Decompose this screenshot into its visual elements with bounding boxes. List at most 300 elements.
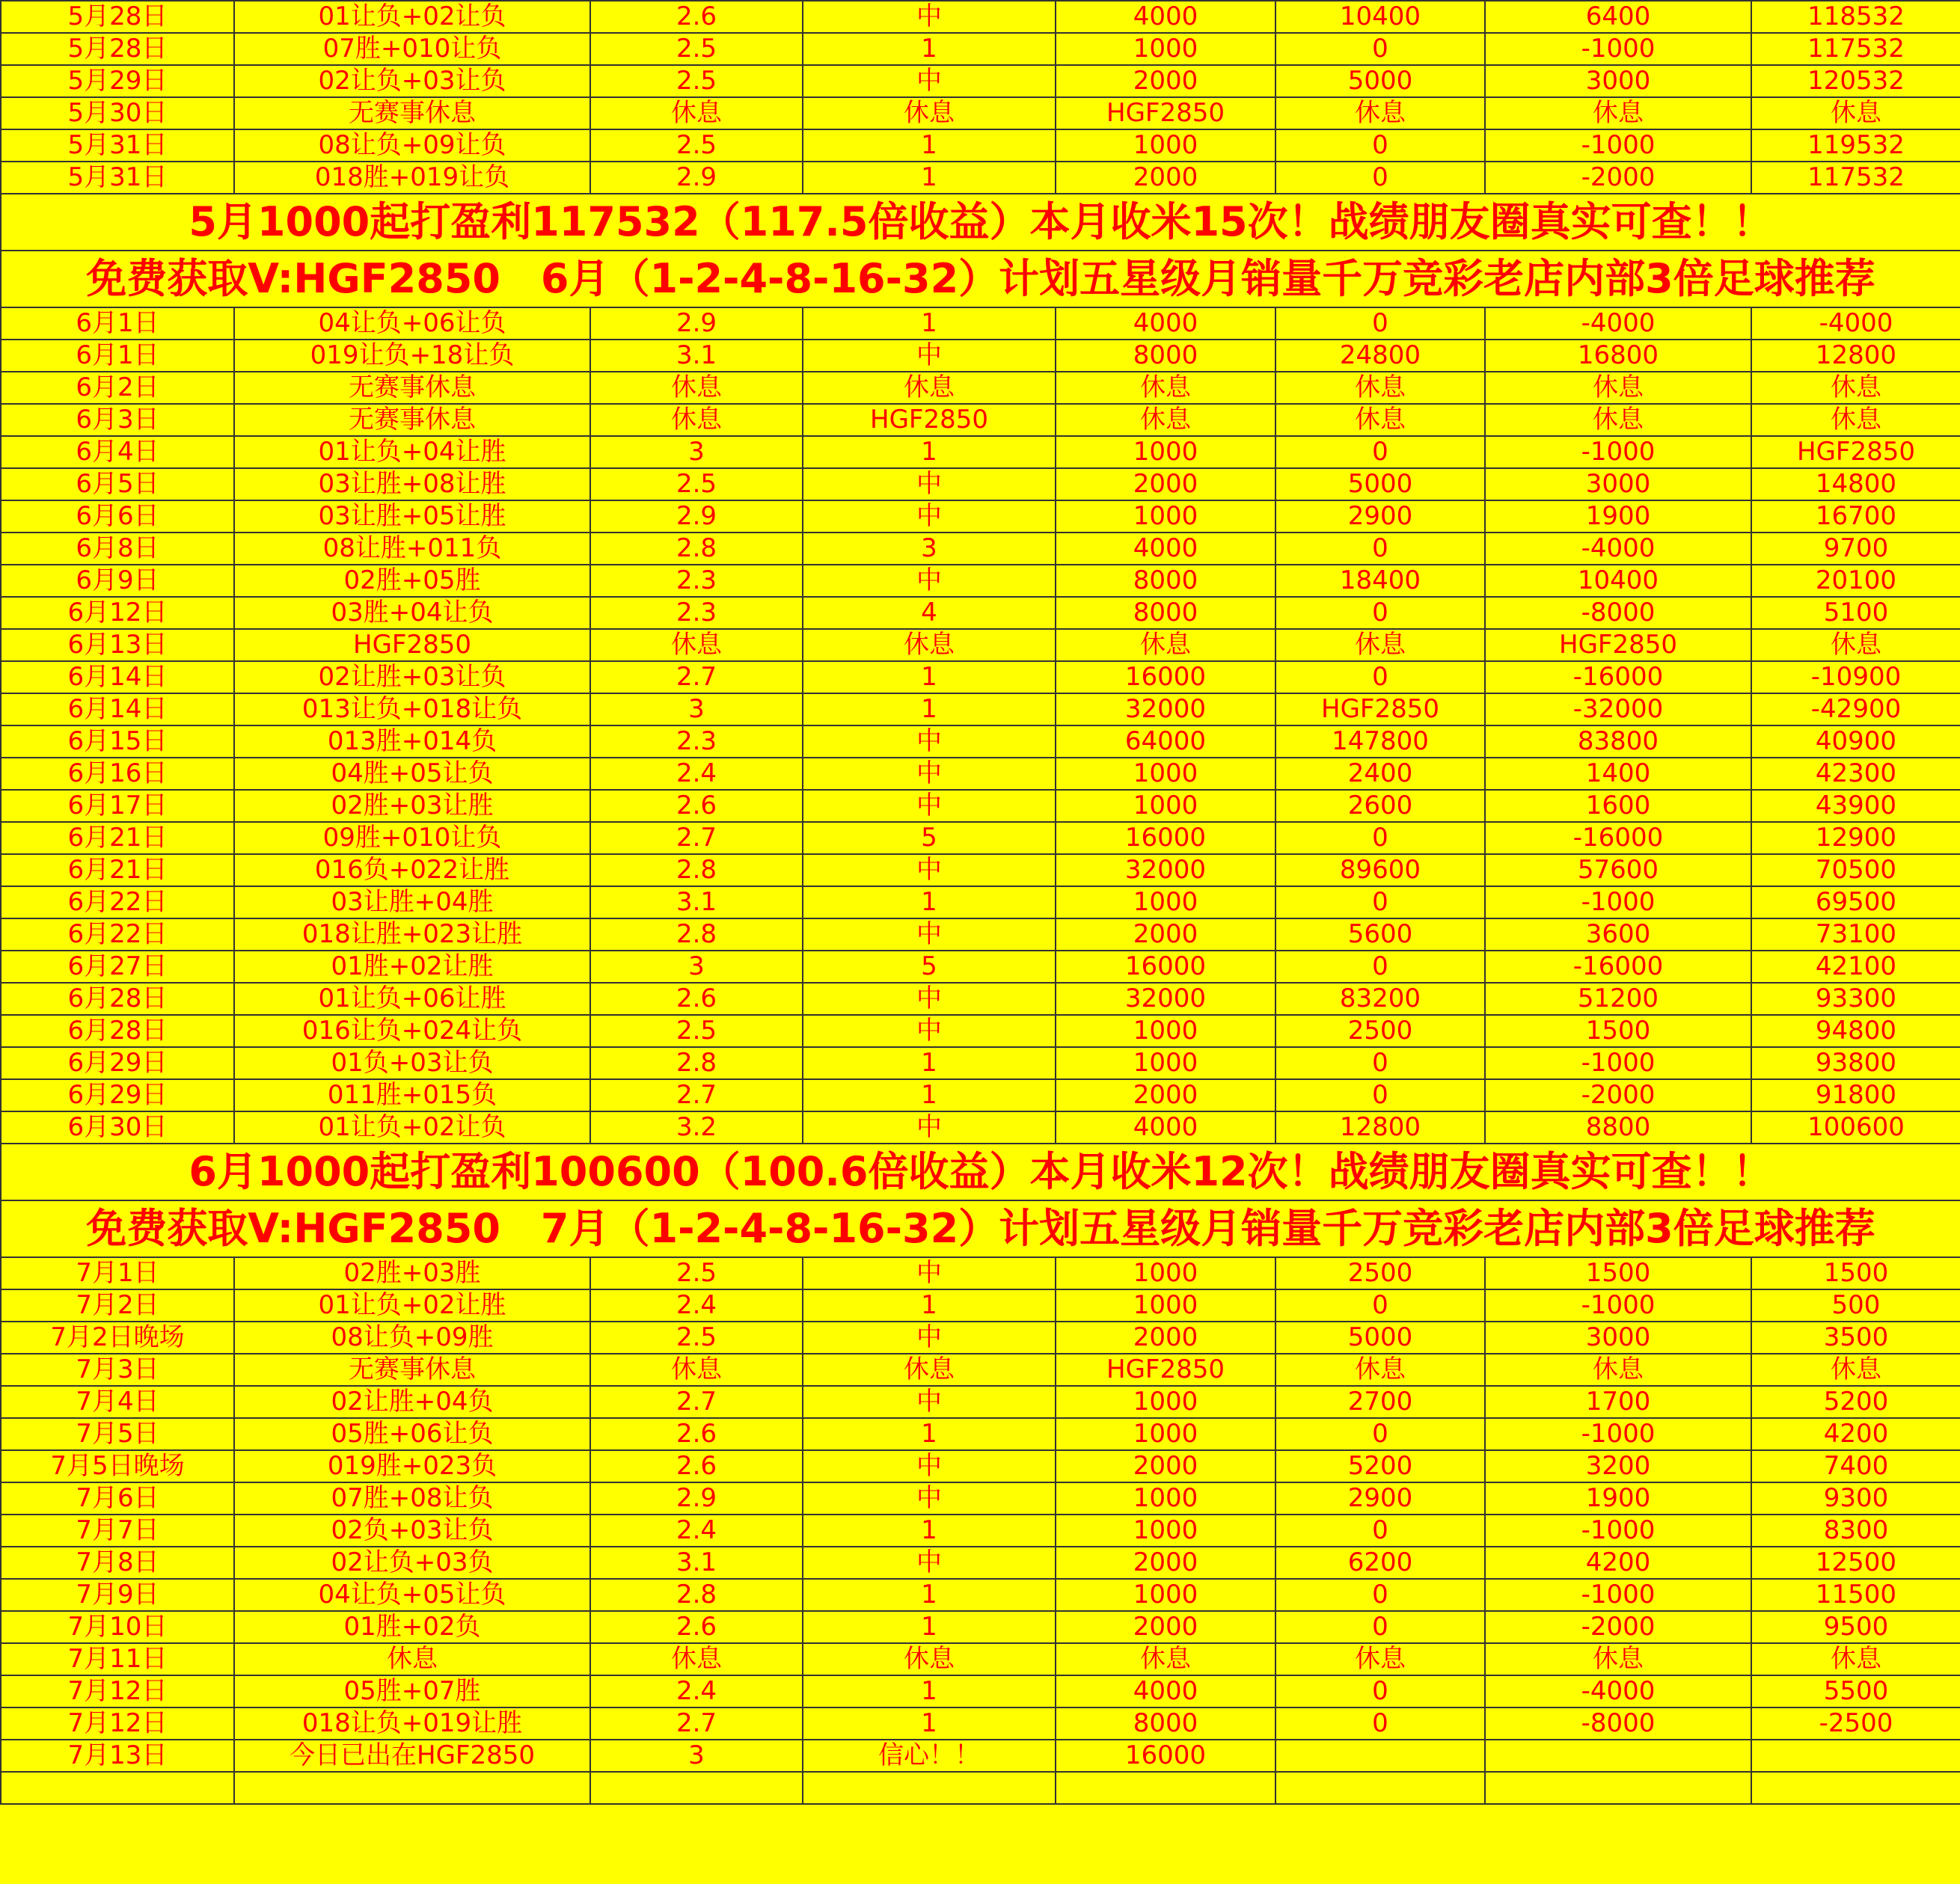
- table-row: [1, 1257, 1960, 1289]
- cell-balance: 40900: [1751, 725, 1960, 758]
- cell-result: 中: [803, 340, 1056, 372]
- cell-profit: -1000: [1485, 1289, 1751, 1322]
- cell-odds: 3: [590, 951, 803, 983]
- cell-result: 1: [803, 436, 1056, 468]
- cell-stake: 32000: [1056, 983, 1275, 1015]
- cell-result: 休息: [803, 629, 1056, 661]
- table-row: [1, 1418, 1960, 1450]
- table-row: [1, 468, 1960, 500]
- cell-profit: -1000: [1485, 1579, 1751, 1611]
- cell-balance: 4200: [1751, 1418, 1960, 1450]
- cell-profit: -2000: [1485, 162, 1751, 194]
- cell-date: 6月16日: [1, 758, 234, 790]
- table-row: [1, 565, 1960, 597]
- cell-picks: 休息: [234, 1643, 590, 1675]
- cell-result: 1: [803, 1079, 1056, 1111]
- cell-balance: 12500: [1751, 1547, 1960, 1579]
- cell-return: 0: [1275, 886, 1485, 918]
- cell-odds: 休息: [590, 372, 803, 404]
- cell-stake: 1000: [1056, 758, 1275, 790]
- cell-balance: 9300: [1751, 1482, 1960, 1515]
- cell-profit: 休息: [1485, 1354, 1751, 1386]
- cell-profit: 16800: [1485, 340, 1751, 372]
- cell-profit: -1000: [1485, 436, 1751, 468]
- cell-balance: 8300: [1751, 1515, 1960, 1547]
- cell-result: 休息: [803, 97, 1056, 129]
- cell-odds: 3.2: [590, 1111, 803, 1144]
- cell-balance: 3500: [1751, 1322, 1960, 1354]
- cell-stake: 1000: [1056, 1015, 1275, 1047]
- cell-balance: 休息: [1751, 97, 1960, 129]
- cell-date: 6月21日: [1, 822, 234, 854]
- cell-balance: -42900: [1751, 693, 1960, 725]
- cell-odds: 2.8: [590, 1579, 803, 1611]
- empty-cell: [590, 1772, 803, 1804]
- cell-odds: 2.6: [590, 1418, 803, 1450]
- cell-profit: 1500: [1485, 1015, 1751, 1047]
- cell-date: 5月30日: [1, 97, 234, 129]
- cell-date: 6月22日: [1, 886, 234, 918]
- cell-stake: 2000: [1056, 918, 1275, 951]
- cell-result: 中: [803, 983, 1056, 1015]
- cell-odds: 2.5: [590, 1322, 803, 1354]
- cell-return: 2500: [1275, 1015, 1485, 1047]
- cell-odds: 2.5: [590, 468, 803, 500]
- cell-picks: 04让负+05让负: [234, 1579, 590, 1611]
- cell-balance: 14800: [1751, 468, 1960, 500]
- cell-result: 中: [803, 1386, 1056, 1418]
- cell-result: 中: [803, 1, 1056, 33]
- cell-stake: 1000: [1056, 33, 1275, 65]
- cell-result: 1: [803, 1579, 1056, 1611]
- cell-date: 6月28日: [1, 983, 234, 1015]
- cell-odds: 2.8: [590, 1047, 803, 1079]
- cell-picks: 01让负+02让负: [234, 1111, 590, 1144]
- cell-picks: 019胜+023负: [234, 1450, 590, 1482]
- cell-balance: 43900: [1751, 790, 1960, 822]
- cell-result: 1: [803, 693, 1056, 725]
- table-row: [1, 1547, 1960, 1579]
- cell-stake: 2000: [1056, 162, 1275, 194]
- cell-stake: 8000: [1056, 1707, 1275, 1740]
- cell-result: 中: [803, 918, 1056, 951]
- cell-picks: 07胜+08让负: [234, 1482, 590, 1515]
- cell-profit: 休息: [1485, 404, 1751, 436]
- cell-stake: 2000: [1056, 65, 1275, 97]
- table-row: [1, 33, 1960, 65]
- cell-result: 5: [803, 951, 1056, 983]
- cell-date: 5月28日: [1, 33, 234, 65]
- cell-stake: 32000: [1056, 854, 1275, 886]
- cell-result: 1: [803, 1289, 1056, 1322]
- cell-balance: 120532: [1751, 65, 1960, 97]
- cell-date: 6月5日: [1, 468, 234, 500]
- cell-balance: 12900: [1751, 822, 1960, 854]
- cell-stake: HGF2850: [1056, 1354, 1275, 1386]
- cell-stake: 1000: [1056, 129, 1275, 162]
- cell-balance: 休息: [1751, 404, 1960, 436]
- cell-picks: 018胜+019让负: [234, 162, 590, 194]
- cell-date: 5月31日: [1, 129, 234, 162]
- cell-odds: 休息: [590, 1643, 803, 1675]
- cell-date: 7月9日: [1, 1579, 234, 1611]
- cell-picks: 02胜+05胜: [234, 565, 590, 597]
- cell-stake: 64000: [1056, 725, 1275, 758]
- table-row: [1, 129, 1960, 162]
- cell-result: 1: [803, 1515, 1056, 1547]
- cell-return: 2900: [1275, 500, 1485, 533]
- cell-odds: 2.7: [590, 822, 803, 854]
- cell-result: 中: [803, 565, 1056, 597]
- cell-return: 休息: [1275, 372, 1485, 404]
- cell-picks: 08让负+09胜: [234, 1322, 590, 1354]
- cell-balance: 11500: [1751, 1579, 1960, 1611]
- cell-balance: 42300: [1751, 758, 1960, 790]
- cell-profit: 1900: [1485, 500, 1751, 533]
- cell-picks: 011胜+015负: [234, 1079, 590, 1111]
- cell-return: 0: [1275, 1707, 1485, 1740]
- cell-date: 6月17日: [1, 790, 234, 822]
- cell-balance: -4000: [1751, 307, 1960, 340]
- cell-date: 6月29日: [1, 1079, 234, 1111]
- cell-return: 12800: [1275, 1111, 1485, 1144]
- cell-return: 0: [1275, 162, 1485, 194]
- cell-profit: 8800: [1485, 1111, 1751, 1144]
- cell-picks: 03让胜+05让胜: [234, 500, 590, 533]
- cell-stake: 8000: [1056, 340, 1275, 372]
- cell-balance: -10900: [1751, 661, 1960, 693]
- cell-stake: 4000: [1056, 1111, 1275, 1144]
- cell-date: 7月12日: [1, 1675, 234, 1707]
- cell-stake: 2000: [1056, 1322, 1275, 1354]
- table-row: [1, 693, 1960, 725]
- cell-stake: 2000: [1056, 1450, 1275, 1482]
- cell-stake: 2000: [1056, 1611, 1275, 1643]
- table-row: [1, 1354, 1960, 1386]
- cell-return: HGF2850: [1275, 693, 1485, 725]
- cell-date: 7月2日: [1, 1289, 234, 1322]
- cell-stake: 1000: [1056, 500, 1275, 533]
- cell-picks: 018让负+019让胜: [234, 1707, 590, 1740]
- cell-date: 7月7日: [1, 1515, 234, 1547]
- table-row: [1, 65, 1960, 97]
- empty-row: [1, 1772, 1960, 1804]
- cell-odds: 2.5: [590, 1257, 803, 1289]
- cell-result: 中: [803, 854, 1056, 886]
- table-row: [1, 1386, 1960, 1418]
- table-row: [1, 436, 1960, 468]
- cell-return: 0: [1275, 951, 1485, 983]
- table-row: [1, 725, 1960, 758]
- table-row: [1, 1079, 1960, 1111]
- cell-odds: 休息: [590, 97, 803, 129]
- table-row: [1, 1047, 1960, 1079]
- cell-return: 休息: [1275, 97, 1485, 129]
- cell-result: 中: [803, 468, 1056, 500]
- cell-date: 6月14日: [1, 661, 234, 693]
- cell-profit: -1000: [1485, 33, 1751, 65]
- cell-profit: -4000: [1485, 307, 1751, 340]
- cell-date: 7月4日: [1, 1386, 234, 1418]
- cell-profit: -16000: [1485, 661, 1751, 693]
- cell-return: 0: [1275, 1047, 1485, 1079]
- cell-return: 0: [1275, 1579, 1485, 1611]
- table-row: [1, 1643, 1960, 1675]
- table-row: [1, 1450, 1960, 1482]
- cell-odds: 2.6: [590, 1, 803, 33]
- cell-odds: 2.6: [590, 1450, 803, 1482]
- cell-return: 休息: [1275, 1354, 1485, 1386]
- table-row: [1, 758, 1960, 790]
- cell-result: 中: [803, 500, 1056, 533]
- cell-picks: 03胜+04让负: [234, 597, 590, 629]
- cell-return: 6200: [1275, 1547, 1485, 1579]
- cell-balance: HGF2850: [1751, 436, 1960, 468]
- cell-stake: 休息: [1056, 372, 1275, 404]
- cell-date: 6月3日: [1, 404, 234, 436]
- june-plan-banner-text: 免费获取V:HGF2850 6月（1-2-4-8-16-32）计划五星级月销量千万竞彩老店内部3倍足球推荐: [1, 251, 1960, 307]
- table-row: [1, 1675, 1960, 1707]
- cell-date: 7月13日: [1, 1740, 234, 1772]
- cell-stake: 1000: [1056, 1515, 1275, 1547]
- cell-balance: 93300: [1751, 983, 1960, 1015]
- table-row: [1, 404, 1960, 436]
- may-summary-banner: [1, 194, 1960, 251]
- cell-picks: 02让负+03负: [234, 1547, 590, 1579]
- empty-cell: [1056, 1772, 1275, 1804]
- cell-odds: 3: [590, 436, 803, 468]
- cell-date: 7月11日: [1, 1643, 234, 1675]
- table-row: [1, 822, 1960, 854]
- cell-odds: 2.4: [590, 1675, 803, 1707]
- cell-result: 中: [803, 65, 1056, 97]
- cell-odds: 2.3: [590, 597, 803, 629]
- cell-date: 6月1日: [1, 307, 234, 340]
- cell-result: 信心！！: [803, 1740, 1056, 1772]
- table-row: [1, 500, 1960, 533]
- cell-result: 中: [803, 1111, 1056, 1144]
- cell-result: 1: [803, 1707, 1056, 1740]
- cell-stake: 16000: [1056, 822, 1275, 854]
- table-row: [1, 951, 1960, 983]
- cell-return: 0: [1275, 1675, 1485, 1707]
- table-row: [1, 597, 1960, 629]
- cell-profit: -1000: [1485, 129, 1751, 162]
- cell-odds: 2.8: [590, 533, 803, 565]
- cell-balance: 100600: [1751, 1111, 1960, 1144]
- cell-return: 0: [1275, 307, 1485, 340]
- cell-profit: 3000: [1485, 468, 1751, 500]
- cell-return: [1275, 1740, 1485, 1772]
- cell-picks: 无赛事休息: [234, 372, 590, 404]
- cell-profit: 6400: [1485, 1, 1751, 33]
- cell-result: 休息: [803, 372, 1056, 404]
- cell-stake: 1000: [1056, 1257, 1275, 1289]
- cell-odds: 2.3: [590, 725, 803, 758]
- cell-odds: 2.5: [590, 1015, 803, 1047]
- cell-picks: 01让负+02让负: [234, 1, 590, 33]
- cell-picks: 013让负+018让负: [234, 693, 590, 725]
- cell-balance: 117532: [1751, 162, 1960, 194]
- cell-result: 1: [803, 661, 1056, 693]
- cell-picks: 018让胜+023让胜: [234, 918, 590, 951]
- cell-picks: 05胜+07胜: [234, 1675, 590, 1707]
- cell-result: 1: [803, 1675, 1056, 1707]
- cell-balance: -2500: [1751, 1707, 1960, 1740]
- cell-profit: 休息: [1485, 372, 1751, 404]
- cell-picks: 02胜+03让胜: [234, 790, 590, 822]
- cell-picks: 013胜+014负: [234, 725, 590, 758]
- cell-picks: 04让负+06让负: [234, 307, 590, 340]
- cell-date: 6月21日: [1, 854, 234, 886]
- cell-balance: 5100: [1751, 597, 1960, 629]
- table-row: [1, 886, 1960, 918]
- cell-stake: 休息: [1056, 1643, 1275, 1675]
- cell-balance: 118532: [1751, 1, 1960, 33]
- cell-odds: 2.7: [590, 661, 803, 693]
- cell-return: 0: [1275, 33, 1485, 65]
- cell-profit: -1000: [1485, 1047, 1751, 1079]
- cell-date: 7月3日: [1, 1354, 234, 1386]
- cell-date: 6月12日: [1, 597, 234, 629]
- table-row: [1, 97, 1960, 129]
- cell-date: 5月29日: [1, 65, 234, 97]
- cell-balance: 12800: [1751, 340, 1960, 372]
- cell-result: 5: [803, 822, 1056, 854]
- cell-stake: 32000: [1056, 693, 1275, 725]
- cell-profit: -8000: [1485, 1707, 1751, 1740]
- cell-profit: HGF2850: [1485, 629, 1751, 661]
- cell-odds: 3.1: [590, 886, 803, 918]
- cell-picks: 01胜+02让胜: [234, 951, 590, 983]
- cell-stake: 16000: [1056, 951, 1275, 983]
- cell-date: 6月9日: [1, 565, 234, 597]
- cell-result: 1: [803, 129, 1056, 162]
- table-row: [1, 1707, 1960, 1740]
- empty-cell: [1485, 1772, 1751, 1804]
- empty-cell: [1751, 1772, 1960, 1804]
- cell-balance: 16700: [1751, 500, 1960, 533]
- cell-balance: 119532: [1751, 129, 1960, 162]
- cell-return: 0: [1275, 822, 1485, 854]
- cell-return: 5600: [1275, 918, 1485, 951]
- cell-date: 7月10日: [1, 1611, 234, 1643]
- table-row: [1, 1611, 1960, 1643]
- cell-picks: 无赛事休息: [234, 97, 590, 129]
- cell-picks: 无赛事休息: [234, 1354, 590, 1386]
- cell-odds: 2.8: [590, 854, 803, 886]
- cell-result: 中: [803, 1015, 1056, 1047]
- cell-result: 1: [803, 1611, 1056, 1643]
- cell-result: 4: [803, 597, 1056, 629]
- cell-date: 6月15日: [1, 725, 234, 758]
- cell-odds: 2.4: [590, 1289, 803, 1322]
- july-plan-banner-text: 免费获取V:HGF2850 7月（1-2-4-8-16-32）计划五星级月销量千万竞彩老店内部3倍足球推荐: [1, 1200, 1960, 1257]
- cell-odds: 2.9: [590, 1482, 803, 1515]
- table-row: [1, 1, 1960, 33]
- cell-picks: 08让负+09让负: [234, 129, 590, 162]
- june-summary-banner: [1, 1144, 1960, 1200]
- cell-return: 5000: [1275, 65, 1485, 97]
- cell-odds: 2.6: [590, 790, 803, 822]
- cell-stake: HGF2850: [1056, 97, 1275, 129]
- cell-profit: 3000: [1485, 1322, 1751, 1354]
- table-row: [1, 307, 1960, 340]
- cell-result: 1: [803, 33, 1056, 65]
- cell-balance: 7400: [1751, 1450, 1960, 1482]
- cell-date: 7月12日: [1, 1707, 234, 1740]
- cell-odds: 2.9: [590, 500, 803, 533]
- cell-date: 6月22日: [1, 918, 234, 951]
- cell-return: 2600: [1275, 790, 1485, 822]
- cell-date: 7月8日: [1, 1547, 234, 1579]
- cell-result: HGF2850: [803, 404, 1056, 436]
- cell-profit: -2000: [1485, 1611, 1751, 1643]
- cell-result: 中: [803, 1482, 1056, 1515]
- cell-date: 7月2日晚场: [1, 1322, 234, 1354]
- cell-result: 中: [803, 1322, 1056, 1354]
- cell-return: 2700: [1275, 1386, 1485, 1418]
- cell-picks: 02让负+03让负: [234, 65, 590, 97]
- cell-balance: 20100: [1751, 565, 1960, 597]
- cell-date: 6月29日: [1, 1047, 234, 1079]
- cell-return: 休息: [1275, 1643, 1485, 1675]
- cell-profit: -32000: [1485, 693, 1751, 725]
- cell-profit: 83800: [1485, 725, 1751, 758]
- cell-balance: 5500: [1751, 1675, 1960, 1707]
- table-row: [1, 661, 1960, 693]
- cell-profit: [1485, 1740, 1751, 1772]
- cell-stake: 1000: [1056, 1579, 1275, 1611]
- cell-return: 0: [1275, 597, 1485, 629]
- cell-result: 中: [803, 1450, 1056, 1482]
- cell-result: 1: [803, 886, 1056, 918]
- cell-profit: 1600: [1485, 790, 1751, 822]
- cell-odds: 2.9: [590, 307, 803, 340]
- cell-return: 5200: [1275, 1450, 1485, 1482]
- cell-return: 0: [1275, 1515, 1485, 1547]
- cell-return: 5000: [1275, 468, 1485, 500]
- cell-picks: 01让负+04让胜: [234, 436, 590, 468]
- cell-date: 6月8日: [1, 533, 234, 565]
- cell-balance: 9500: [1751, 1611, 1960, 1643]
- cell-odds: 2.7: [590, 1386, 803, 1418]
- cell-result: 中: [803, 758, 1056, 790]
- cell-odds: 3: [590, 1740, 803, 1772]
- cell-return: 18400: [1275, 565, 1485, 597]
- table-row: [1, 918, 1960, 951]
- july-plan-banner: [1, 1200, 1960, 1257]
- table-row: [1, 1579, 1960, 1611]
- cell-stake: 8000: [1056, 597, 1275, 629]
- cell-stake: 2000: [1056, 1547, 1275, 1579]
- cell-return: 89600: [1275, 854, 1485, 886]
- table-row: [1, 372, 1960, 404]
- cell-result: 中: [803, 1547, 1056, 1579]
- table-row: [1, 790, 1960, 822]
- cell-stake: 16000: [1056, 1740, 1275, 1772]
- cell-picks: 016让负+024让负: [234, 1015, 590, 1047]
- cell-return: 0: [1275, 1079, 1485, 1111]
- cell-return: 0: [1275, 661, 1485, 693]
- cell-profit: 3000: [1485, 65, 1751, 97]
- cell-date: 6月14日: [1, 693, 234, 725]
- cell-balance: 42100: [1751, 951, 1960, 983]
- cell-balance: 休息: [1751, 372, 1960, 404]
- cell-balance: [1751, 1740, 1960, 1772]
- cell-return: 0: [1275, 129, 1485, 162]
- cell-stake: 1000: [1056, 1418, 1275, 1450]
